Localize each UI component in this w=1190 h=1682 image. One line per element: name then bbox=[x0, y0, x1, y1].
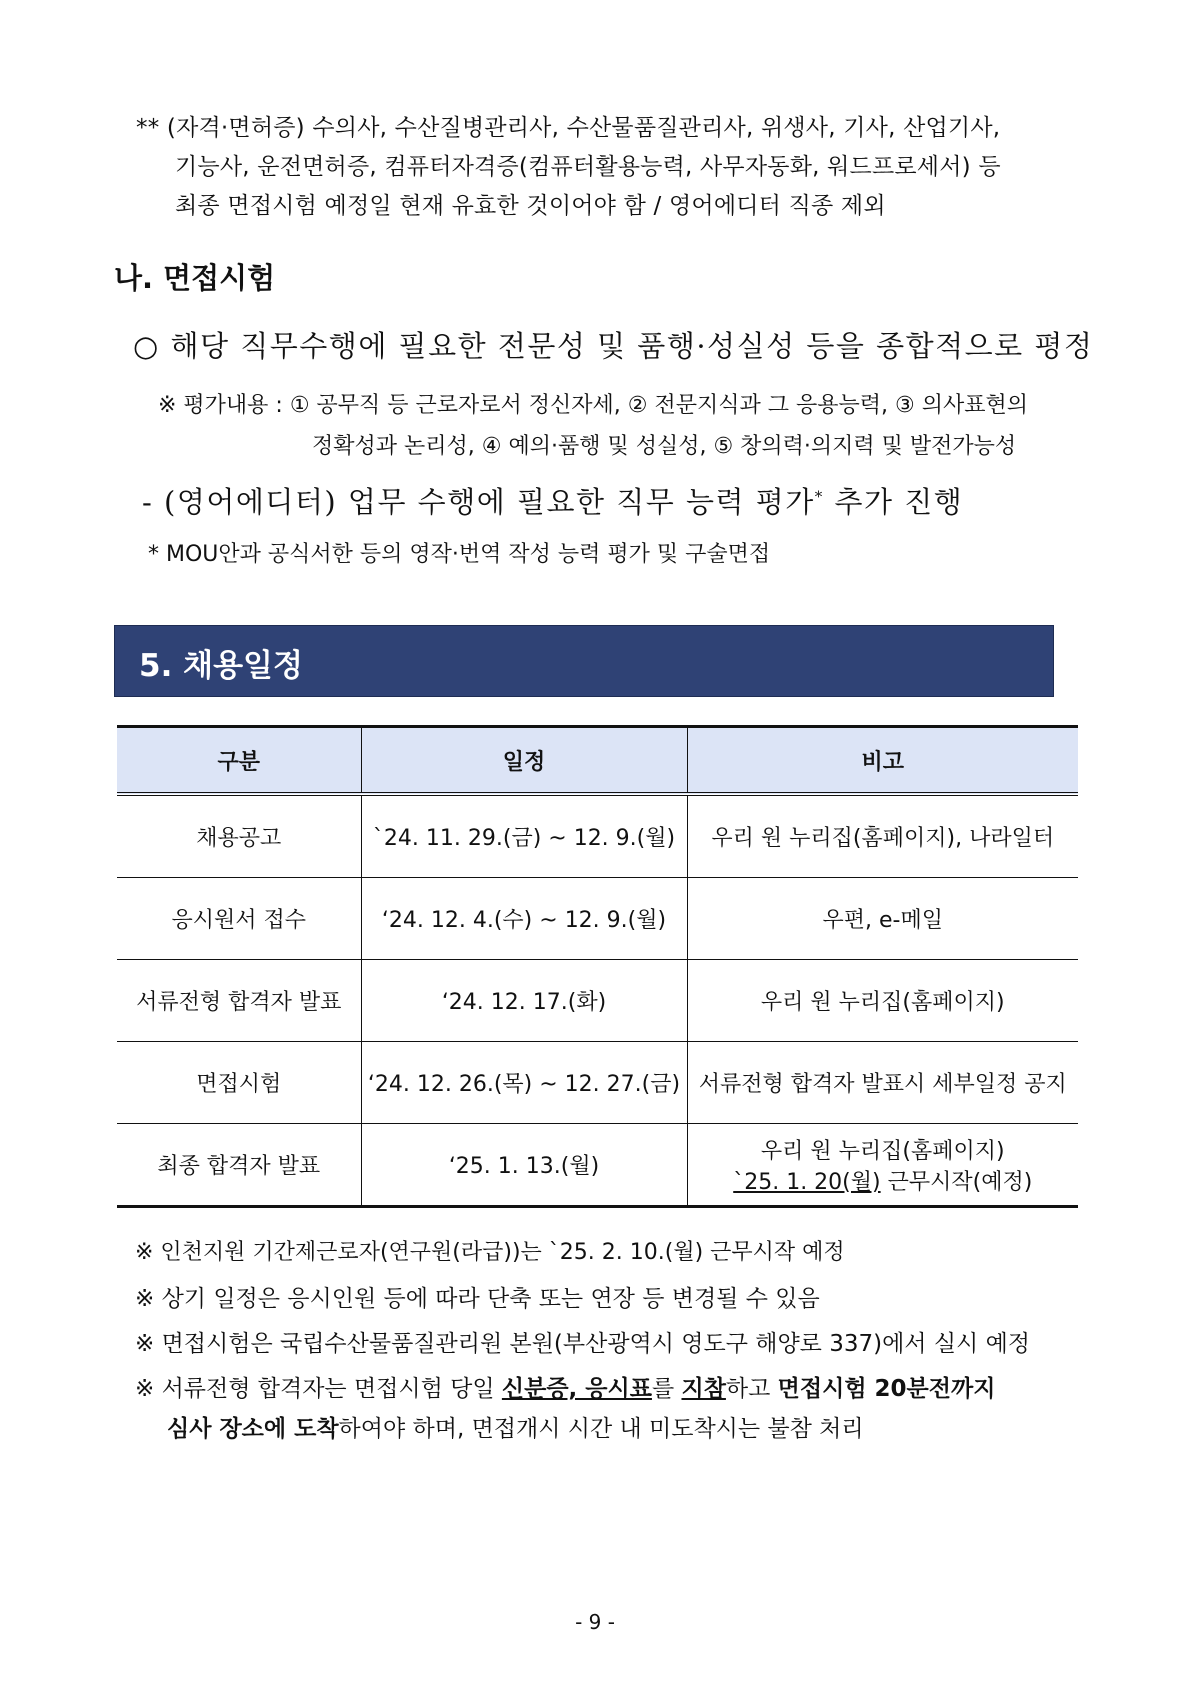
row-remark-line-1: 우리 원 누리집(홈페이지) bbox=[760, 1138, 1005, 1164]
table-row bbox=[117, 878, 1078, 960]
english-editor-text-a: - (영어에디터) 업무 수행에 필요한 직무 능력 평가 bbox=[142, 485, 815, 519]
row-date: `24. 11. 29.(금) ~ 12. 9.(월) bbox=[361, 794, 687, 878]
row-remark: 우편, e-메일 bbox=[687, 878, 1078, 960]
interview-heading: 나. 면접시험 bbox=[114, 261, 276, 295]
bring-items: 지참 bbox=[681, 1376, 726, 1402]
row-date: ‘25. 1. 13.(월) bbox=[361, 1124, 687, 1207]
row-category: 응시원서 접수 bbox=[117, 878, 361, 960]
header-remark: 비고 bbox=[687, 727, 1078, 795]
footer-note-2: ※ 상기 일정은 응시인원 등에 따라 단축 또는 연장 등 변경될 수 있음 bbox=[135, 1286, 820, 1312]
table-row bbox=[117, 1124, 1078, 1207]
row-remark: 서류전형 합격자 발표시 세부일정 공지 bbox=[687, 1042, 1078, 1124]
arrive-at-venue: 심사 장소에 도착 bbox=[167, 1416, 339, 1442]
schedule-section-title: 5. 채용일정 bbox=[139, 648, 303, 684]
table-row bbox=[117, 1042, 1078, 1124]
qualification-note-line-1: ** (자격·면허증) 수의사, 수산질병관리사, 수산물품질관리사, 위생사, 기사, 산업기사, bbox=[136, 115, 1001, 141]
english-editor-text-b: 추가 진행 bbox=[823, 485, 964, 519]
row-date: ‘24. 12. 4.(수) ~ 12. 9.(월) bbox=[361, 878, 687, 960]
row-remark bbox=[687, 1124, 1078, 1207]
english-editor-footnote: * MOU안과 공식서한 등의 영작·번역 작성 능력 평가 및 구술면접 bbox=[148, 542, 771, 567]
qualification-note-line-3: 최종 면접시험 예정일 현재 유효한 것이어야 함 / 영어에디터 직종 제외 bbox=[175, 193, 886, 219]
table-row bbox=[117, 794, 1078, 878]
table-header-row bbox=[117, 727, 1078, 795]
arrive-20-min-before: 면접시험 20분전까지 bbox=[777, 1376, 996, 1402]
evaluation-content-line-1: ※ 평가내용 : ① 공무직 등 근로자로서 정신자세, ② 전문지식과 그 응용능력, ③ 의사표현의 bbox=[158, 393, 1028, 418]
row-date: ‘24. 12. 26.(목) ~ 12. 27.(금) bbox=[361, 1042, 687, 1124]
english-editor-evaluation bbox=[142, 480, 963, 521]
row-category: 최종 합격자 발표 bbox=[117, 1124, 361, 1207]
english-editor-star: * bbox=[814, 487, 824, 506]
footer-note-4-line-2 bbox=[167, 1410, 864, 1443]
row-remark: 우리 원 누리집(홈페이지) bbox=[687, 960, 1078, 1042]
footer-note-3: ※ 면접시험은 국립수산물품질관리원 본원(부산광역시 영도구 해양로 337)에서 실시 예정 bbox=[135, 1331, 1031, 1357]
schedule-table bbox=[117, 725, 1078, 1208]
row-remark-line-2 bbox=[688, 1165, 1079, 1196]
work-start-label: 근무시작(예정) bbox=[880, 1169, 1033, 1195]
footer-note-4 bbox=[135, 1370, 995, 1403]
row-category: 면접시험 bbox=[117, 1042, 361, 1124]
header-category: 구분 bbox=[117, 727, 361, 795]
page-number: - 9 - bbox=[575, 1610, 615, 1634]
qualification-note-line-2: 기능사, 운전면허증, 컴퓨터자격증(컴퓨터활용능력, 사무자동화, 워드프로세서) 등 bbox=[175, 154, 1001, 180]
footer-note-1: ※ 인천지원 기간제근로자(연구원(라급))는 `25. 2. 10.(월) 근무시작 예정 bbox=[135, 1240, 845, 1265]
row-remark: 우리 원 누리집(홈페이지), 나라일터 bbox=[687, 794, 1078, 878]
footer-note-4-part-1: ※ 서류전형 합격자는 면접시험 당일 bbox=[135, 1376, 502, 1402]
row-category: 서류전형 합격자 발표 bbox=[117, 960, 361, 1042]
interview-main-point: ○ 해당 직무수행에 필요한 전문성 및 품행·성실성 등을 종합적으로 평정 bbox=[133, 329, 1094, 363]
work-start-date: `25. 1. 20(월) bbox=[733, 1169, 881, 1195]
schedule-section-banner bbox=[114, 625, 1054, 697]
header-date: 일정 bbox=[361, 727, 687, 795]
row-date: ‘24. 12. 17.(화) bbox=[361, 960, 687, 1042]
footer-note-4-part-5: 하고 bbox=[725, 1376, 778, 1402]
id-and-admission-ticket: 신분증, 응시표 bbox=[501, 1376, 652, 1402]
footer-note-4-part-3: 를 bbox=[651, 1376, 682, 1402]
footer-note-4-part-8: 하여야 하며, 면접개시 시간 내 미도착시는 불참 처리 bbox=[338, 1416, 864, 1442]
table-row bbox=[117, 960, 1078, 1042]
evaluation-content-line-2: 정확성과 논리성, ④ 예의·품행 및 성실성, ⑤ 창의력·의지력 및 발전가능성 bbox=[312, 434, 1017, 459]
row-category: 채용공고 bbox=[117, 794, 361, 878]
